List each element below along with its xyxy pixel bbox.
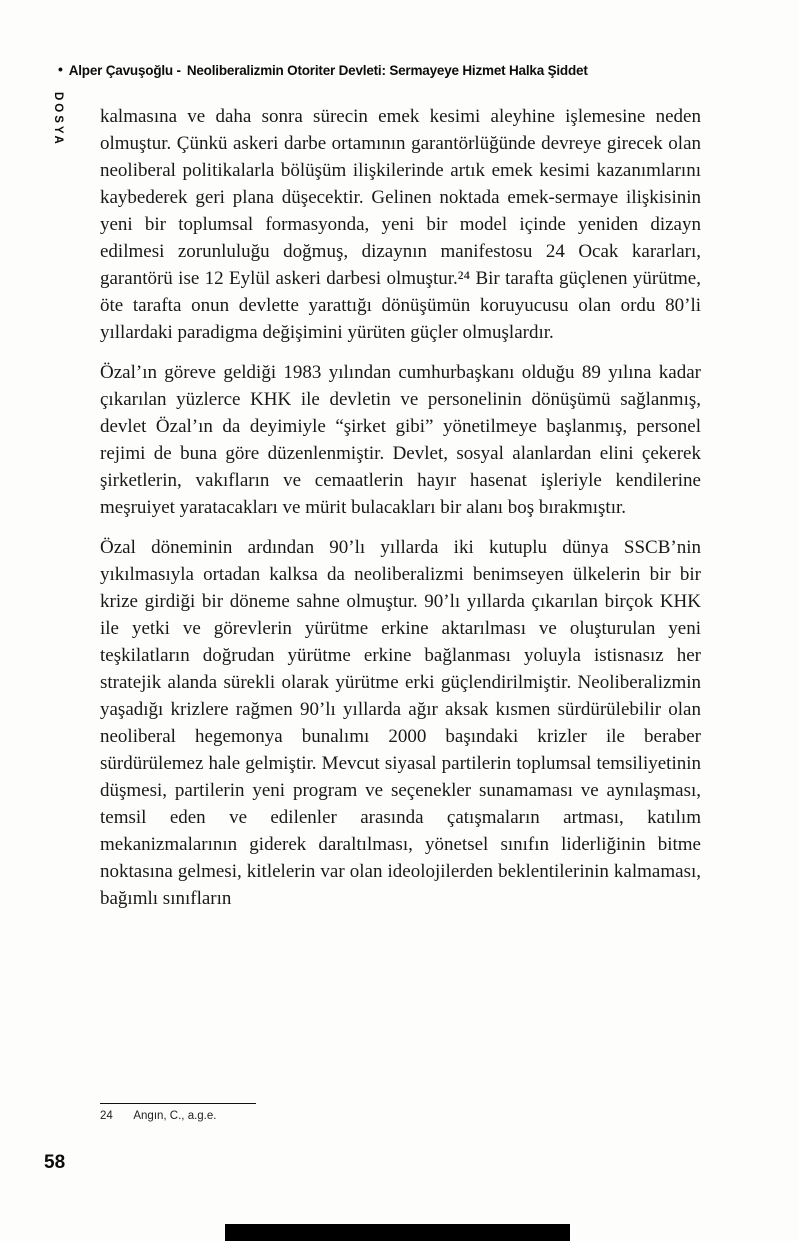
bullet-icon: • bbox=[58, 61, 63, 77]
body-text-block bbox=[100, 103, 701, 925]
body-paragraph: Özal döneminin ardından 90’lı yıllarda iki kutuplu dünya SSCB’nin yıkılmasıyla ortadan kalksa da neoliberalizmi benimseyen ülkelerin bir bir krize girdiği bir döneme sahne olmuştur. 90’lı yıllarda çıkarılan birçok KHK ile yetki ve görevlerin yürütme erkine aktarılması ve oluşturulan yeni teşkilatların doğrudan yürütme erkine bağlanması yoluyla istisnasız her stratejik alanda sürekli olarak yürütme erki güçlendirilmiştir. Neoliberalizmin yaşadığı krizlere rağmen 90’lı yıllarda ağır aksak kısmen sürdürülebilir olan neoliberal hegemonya bunalımı 2000 başındaki krizler ile beraber sürdürülemez hale gelmiştir. Mevcut siyasal partilerin toplumsal temsiliyetinin düşmesi, partilerin yeni program ve seçenekler sunamaması ve aynılaşması, temsil eden ve edilenler arasında çatışmaların artması, katılım mekanizmalarının giderek daraltılması, yönetsel sınıfın liderliğinin bitme noktasına gelmesi, kitlelerin var olan ideolojilerden beklentilerinin kalmaması, bağımlı sınıfların bbox=[100, 537, 701, 909]
footnote-rule bbox=[100, 1103, 256, 1104]
body-paragraph: Özal’ın göreve geldiği 1983 yılından cumhurbaşkanı olduğu 89 yılına kadar çıkarılan yüzlerce KHK ile devletin ve personelinin dönüşümü sağlanmış, devlet Özal’ın da deyimiyle “şirket gibi” yönetilmeye başlanmış, personel rejimi de buna göre düzenlenmiştir. Devlet, sosyal alanlardan elini çekerek şirketlerin, vakıfların ve cemaatlerin hayır hasenat işleriyle kendilerine meşruiyet yaratacakları ve mürit bulacakları bir alanı boş bırakmıştır. bbox=[100, 362, 701, 518]
footnote-number: 24 bbox=[100, 1110, 113, 1122]
body-paragraph: kalmasına ve daha sonra sürecin emek kesimi aleyhine işlemesine neden olmuştur. Çünkü askeri darbe ortamının garantörlüğünde devreye girecek olan neoliberal politikalarla bölüşüm ilişkilerinde artık emek kesimi kazanımlarını kaybederek geri plana düşecektir. Gelinen noktada emek-sermaye ilişkisinin yeni bir toplumsal formasyonda, yeni bir model içinde yeniden dizayn edilmesi zorunluluğu doğmuş, dizaynın manifestosu 24 Ocak kararları, garantörü ise 12 Eylül askeri darbesi olmuştur.²⁴ Bir tarafta güçlenen yürütme, öte tarafta onun devlette yarattığı dönüşümün koruyucusu olan ordu 80’li yıllardaki paradigma değişimini yürüten güçler olmuşlardır. bbox=[100, 106, 701, 343]
footnote-text: Angın, C., a.g.e. bbox=[133, 1110, 217, 1122]
header-book-title: Neoliberalizmin Otoriter Devleti: Sermayeye Hizmet Halka Şiddet bbox=[186, 63, 588, 78]
bottom-black-bar bbox=[225, 1224, 570, 1241]
page-number: 58 bbox=[44, 1152, 66, 1173]
footnote bbox=[100, 1110, 216, 1122]
running-header bbox=[58, 62, 588, 78]
section-label-vertical: DOSYA bbox=[52, 92, 64, 147]
header-author: Alper Çavuşoğlu - bbox=[68, 63, 181, 78]
